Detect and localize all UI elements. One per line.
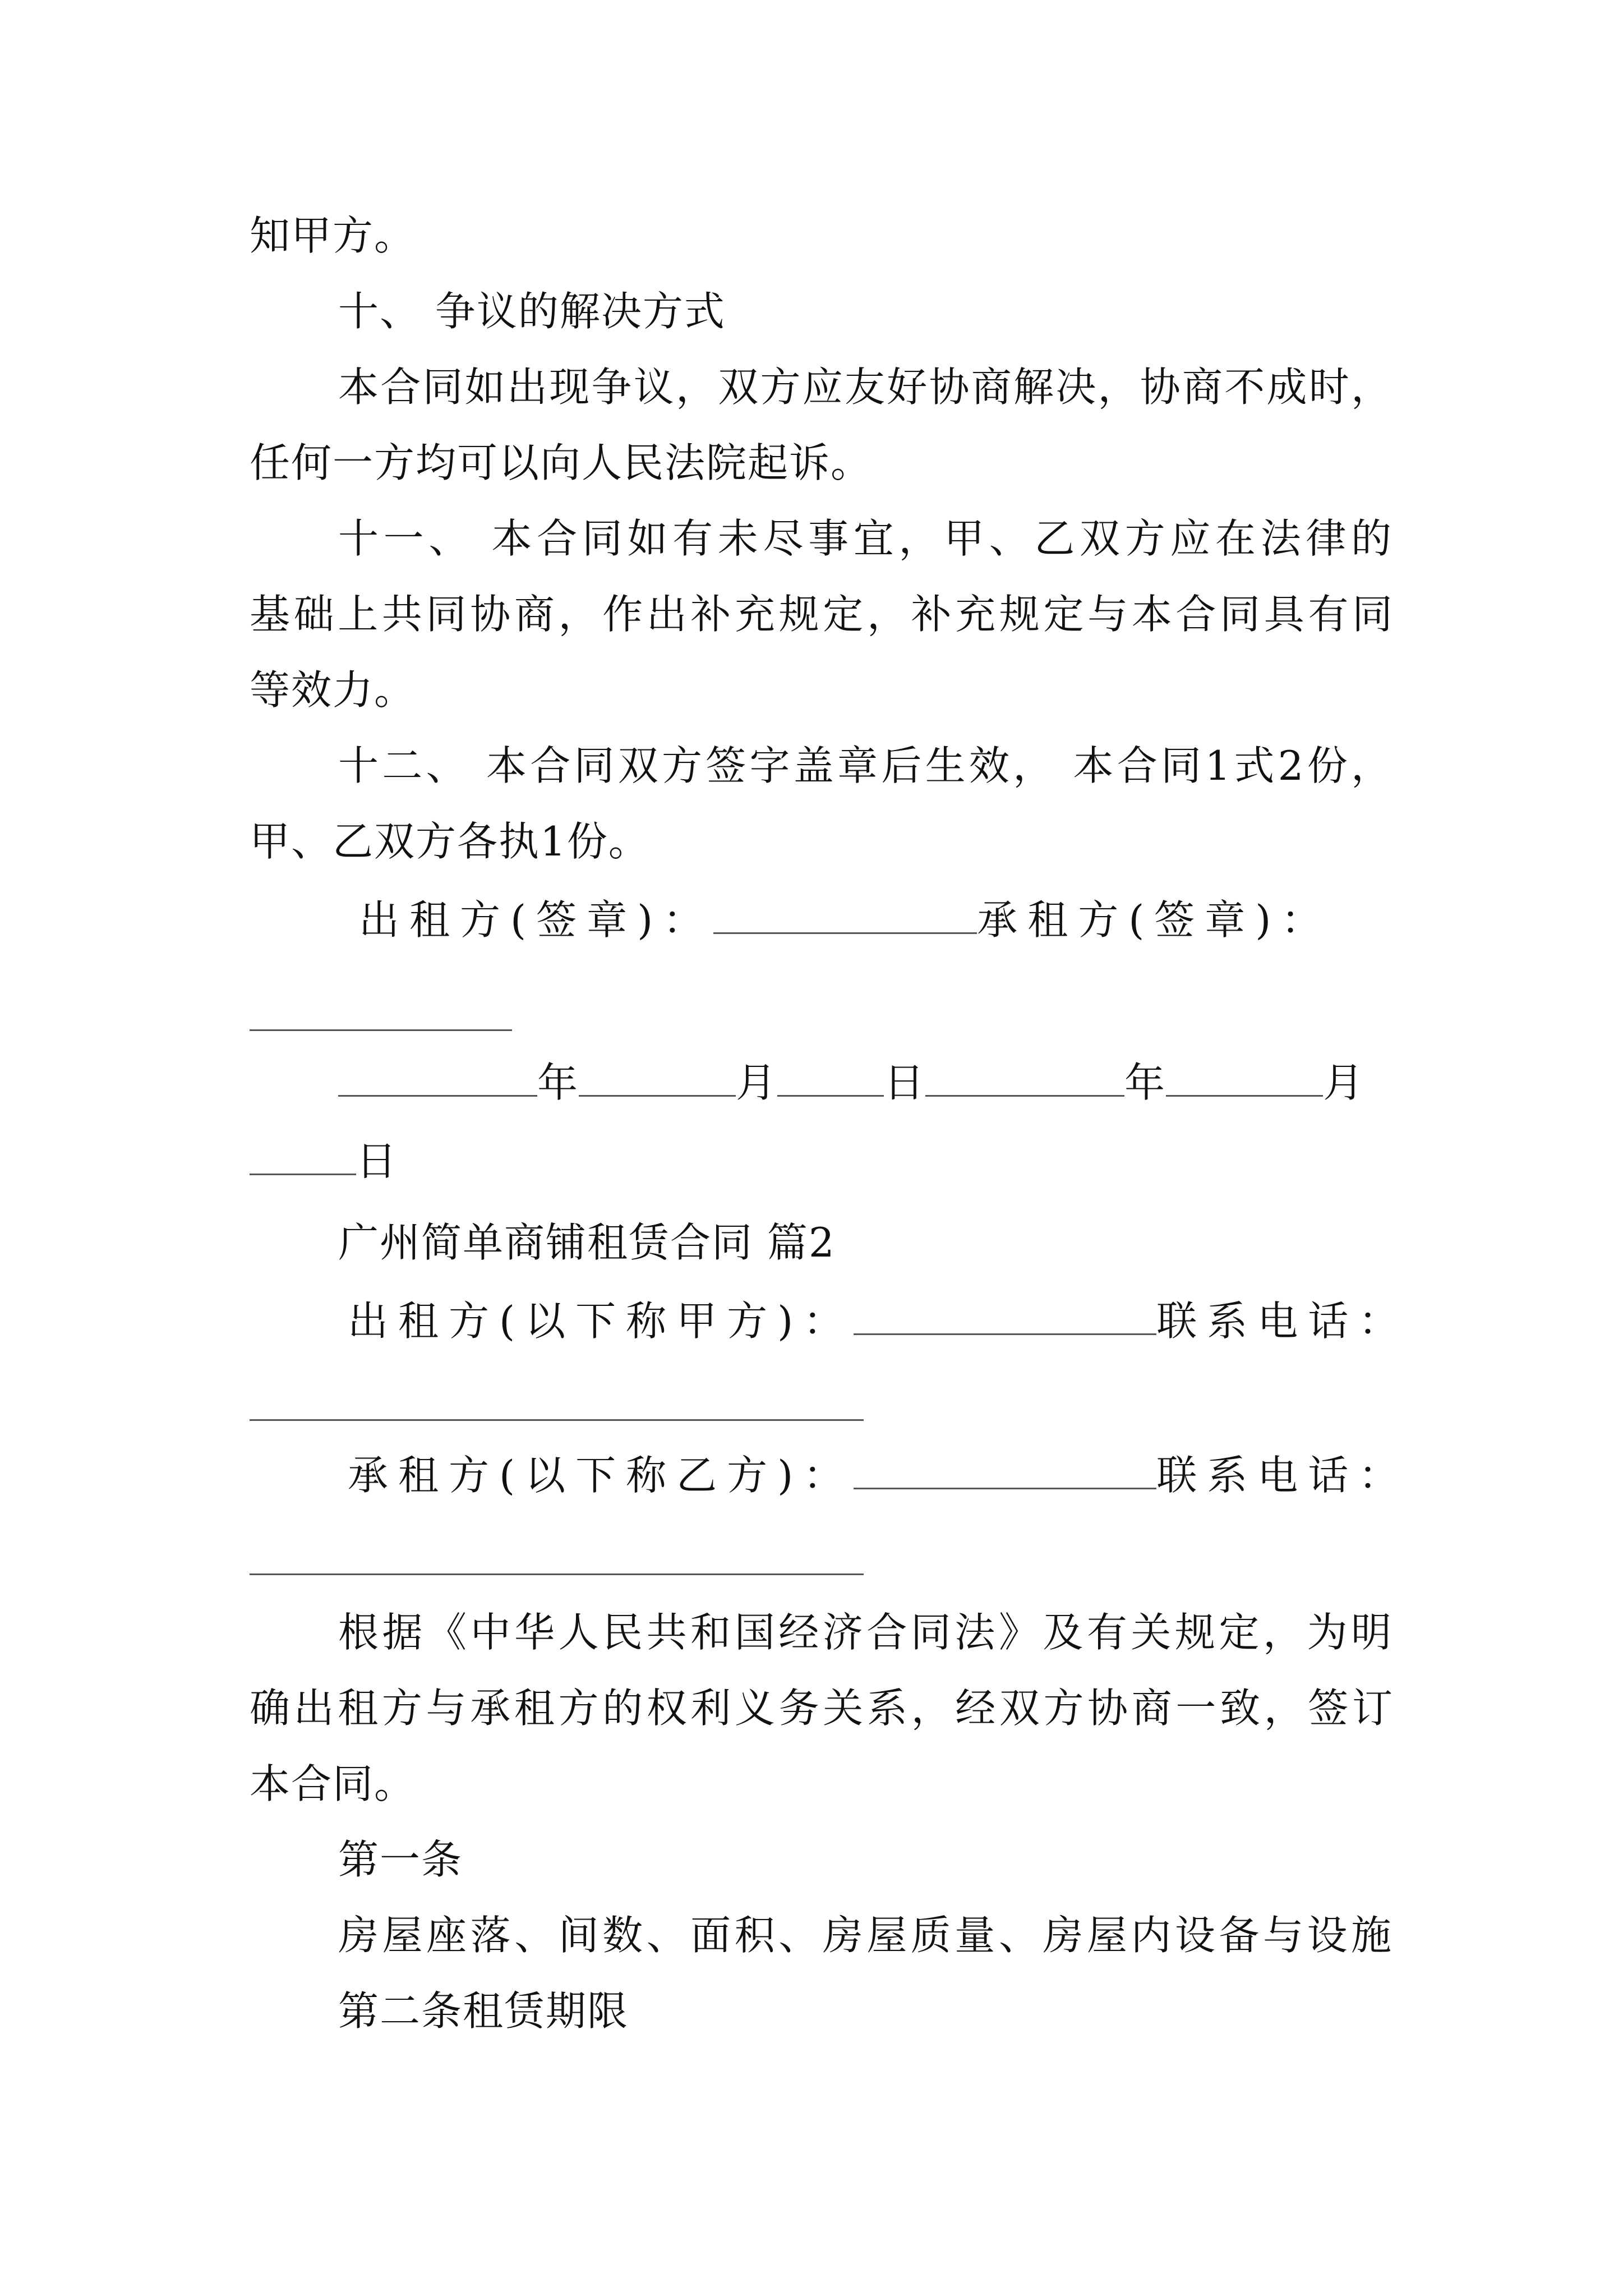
month-label: 月: [736, 1059, 778, 1106]
party-a-blank: [854, 1300, 1156, 1335]
year-label: 年: [1124, 1059, 1166, 1106]
party-b-label: 承租方(以下称乙方)：: [348, 1452, 854, 1499]
party-b-blank: [854, 1454, 1156, 1489]
month-blank: [1166, 1061, 1323, 1097]
section-heading-11: 十一、 本合同如有未尽事宜，甲、乙双方应在法律的: [338, 515, 1393, 562]
article-2-heading: 第二条租赁期限: [338, 1987, 629, 2035]
year-blank: [925, 1061, 1124, 1097]
month-blank: [579, 1061, 736, 1097]
party-b-line: [348, 1447, 1409, 1503]
party-b-phone-blank: [250, 1573, 864, 1575]
month-label: 月: [1323, 1059, 1365, 1106]
year-label: 年: [537, 1059, 579, 1106]
text-line: 甲、乙双方各执1份。: [250, 818, 650, 865]
day-blank: [250, 1140, 356, 1175]
text-line: 基础上共同协商，作出补充规定，补充规定与本合同具有同: [250, 591, 1394, 638]
year-blank: [338, 1061, 537, 1097]
party-a-phone-blank: [250, 1419, 864, 1421]
day-blank: [777, 1061, 884, 1097]
lessor-signature-blank: [713, 899, 977, 934]
text-line: 等效力。: [250, 666, 416, 714]
signature-line: [359, 892, 1394, 948]
section-heading-10: 十、 争议的解决方式: [338, 288, 726, 335]
party-a-line: [348, 1293, 1409, 1349]
section-heading-12: 十二、 本合同双方签字盖章后生效， 本合同1式2份，: [338, 742, 1393, 789]
text-line: 本合同如出现争议，双方应友好协商解决，协商不成时，: [338, 364, 1393, 411]
lessee-signature-label: 承租方(签章)：: [977, 896, 1332, 944]
phone-label: 联系电话：: [1156, 1297, 1409, 1345]
day-label: 日: [356, 1138, 398, 1185]
phone-label: 联系电话：: [1156, 1452, 1409, 1499]
day-label: 日: [884, 1059, 926, 1106]
party-a-label: 出租方(以下称甲方)：: [348, 1297, 854, 1345]
text-line: 根据《中华人民共和国经济合同法》及有关规定，为明: [338, 1609, 1393, 1656]
contract-title-2: 广州简单商铺租赁合同 篇2: [338, 1219, 836, 1266]
date-line-continued: [250, 1133, 1394, 1189]
text-line: 知甲方。: [250, 212, 416, 259]
date-line: [338, 1055, 1393, 1111]
text-line: 确出租方与承租方的权利义务关系，经双方协商一致，签订: [250, 1685, 1394, 1732]
article-1-text: 房屋座落、间数、面积、房屋质量、房屋内设备与设施: [338, 1912, 1393, 1959]
lessor-signature-label: 出租方(签章)：: [359, 896, 714, 944]
article-1-heading: 第一条: [338, 1836, 463, 1883]
text-line: 本合同。: [250, 1760, 416, 1807]
text-line: 任何一方均可以向人民法院起诉。: [250, 439, 873, 486]
lessee-signature-blank: [250, 1029, 512, 1031]
